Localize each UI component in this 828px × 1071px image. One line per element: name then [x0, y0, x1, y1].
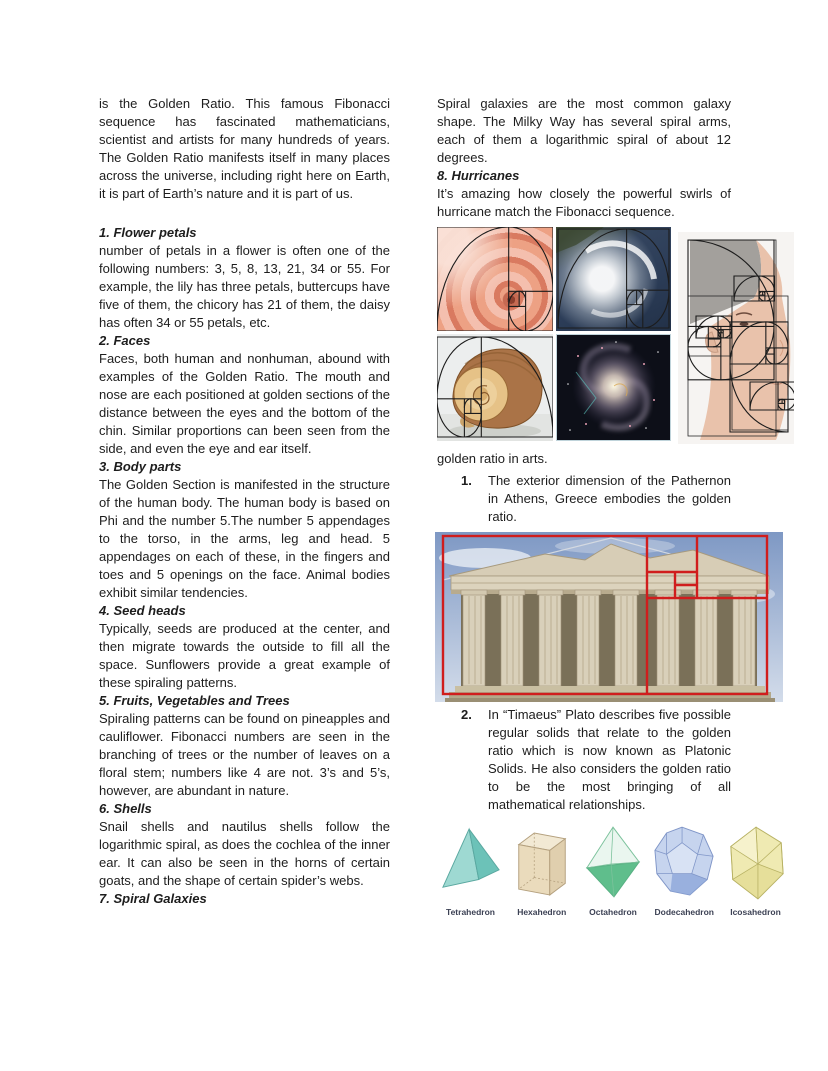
section-body: number of petals in a flower is often one of the following numbers: 3, 5, 8, 13, 21, 34 or 55. For example, the lily has three petals, buttercups have five of them, the chicory has 21 of them, the daisy has often 34 or 55 petals, etc.	[99, 243, 390, 330]
solid-tetrahedron	[437, 824, 504, 917]
galaxy-figure-icon	[556, 334, 671, 441]
shell-and-spiral-overlay-icon	[437, 334, 553, 441]
solid-label: Icosahedron	[730, 907, 781, 917]
section-heading: 5. Fruits, Vegetables and Trees	[99, 693, 290, 708]
section-spiral-galaxies	[99, 890, 390, 908]
section-seed-heads	[99, 602, 390, 692]
spiral-galaxy-photo	[556, 334, 671, 441]
hurricane-fibonacci-photo	[556, 227, 671, 331]
section-heading: 7. Spiral Galaxies	[99, 891, 207, 906]
face-profile-golden-spiral-photo	[678, 232, 794, 444]
solid-label: Dodecahedron	[654, 907, 714, 917]
hurricanes-body: It’s amazing how closely the powerful swirls of hurricane match the Fibonacci sequence.	[437, 186, 731, 219]
section-fruits-vegetables-trees	[99, 692, 390, 800]
snail-shell-fibonacci-photo	[437, 334, 553, 441]
list-number: 2.	[461, 707, 472, 722]
intro-paragraph: is the Golden Ratio. This famous Fibonacci sequence has fascinated mathematicians, scientist and artists for many hundreds of years. The Golden Ratio manifests itself in many places across the universe, including right here on Earth, it is part of Earth’s nature and it is part of us.	[99, 96, 390, 201]
section-body: Snail shells and nautilus shells follow the logarithmic spiral, as does the cochlea of the inner ear. It can also be seen in the horns of certain goats, and the shape of certain spider’s webs.	[99, 819, 390, 888]
section-body: Typically, seeds are produced at the center, and then migrate towards the outside to fill all the space. Sunflowers provide a great example of these spiraling patterns.	[99, 621, 390, 690]
section-body-parts	[99, 458, 390, 602]
section-heading: 1. Flower petals	[99, 225, 197, 240]
list-item-timaeus	[437, 706, 731, 814]
dodecahedron-icon	[653, 824, 715, 902]
tetrahedron-icon	[440, 824, 502, 902]
section-body: Faces, both human and nonhuman, abound with examples of the Golden Ratio. The mouth and nose are each positioned at golden sections of the distance between the eyes and the bottom of the chin. Similar proportions can been seen from the side, and even the eye and ear itself.	[99, 351, 390, 456]
solid-icosahedron	[722, 824, 789, 917]
section-body: Spiraling patterns can be found on pineapples and cauliflower. Fibonacci numbers are seen in the branching of trees or the number of leaves on a floral stem; numbers like 4 are not. 3’s and 5’s, however, are abundant in nature.	[99, 711, 390, 798]
list-number: 1.	[461, 473, 472, 488]
face-and-golden-rectangles-icon	[678, 232, 794, 444]
section-heading: 2. Faces	[99, 333, 151, 348]
list-text: The exterior dimension of the Pathernon in Athens, Greece embodies the golden ratio.	[488, 473, 731, 524]
parthenon-golden-ratio-photo	[435, 532, 783, 702]
section-heading: 4. Seed heads	[99, 603, 186, 618]
fibonacci-collage-figure	[437, 227, 794, 444]
list-item-parthenon	[437, 472, 731, 526]
section-shells	[99, 800, 390, 890]
solid-octahedron	[580, 824, 647, 917]
hurricanes-heading: 8. Hurricanes	[437, 168, 520, 183]
solid-hexahedron	[508, 824, 575, 917]
solid-label: Tetrahedron	[446, 907, 495, 917]
section-body: The Golden Section is manifested in the structure of the human body. The human body is based on Phi and the number 5.The number 5 appendages to the torso, in the arms, leg and head. 5 appendages on each of these, in the fingers and toes and 5 openings on the face. Animal bodies exhibit similar tendencies.	[99, 477, 390, 600]
right-column	[437, 95, 781, 917]
left-column	[99, 95, 390, 908]
spiral-galaxies-body: Spiral galaxies are the most common galaxy shape. The Milky Way has several spiral arms, each of them a logarithmic spiral of about 12 degrees.	[437, 96, 731, 165]
hexahedron-icon	[511, 824, 573, 902]
section-heading: 3. Body parts	[99, 459, 182, 474]
section-faces	[99, 332, 390, 458]
rose-fibonacci-photo	[437, 227, 553, 331]
solid-label: Hexahedron	[517, 907, 567, 917]
icosahedron-icon	[725, 824, 787, 902]
hurricane-swirl-and-spiral-overlay-icon	[556, 227, 671, 331]
collage-grid	[437, 227, 671, 444]
octahedron-icon	[582, 824, 644, 902]
section-flower-petals	[99, 224, 390, 332]
solid-label: Octahedron	[589, 907, 637, 917]
arts-intro-text: golden ratio in arts.	[437, 451, 548, 466]
platonic-solids-figure	[437, 824, 789, 917]
list-text: In “Timaeus” Plato describes five possible regular solids that relate to the golden ratio which is now known as Platonic Solids. He also considers the golden ratio to be the most bringing of all mathematical relationships.	[488, 707, 731, 812]
paragraph-gap	[99, 203, 390, 224]
solid-dodecahedron	[651, 824, 718, 917]
fibonacci-spiral-overlay-icon	[437, 227, 553, 331]
section-heading: 6. Shells	[99, 801, 152, 816]
